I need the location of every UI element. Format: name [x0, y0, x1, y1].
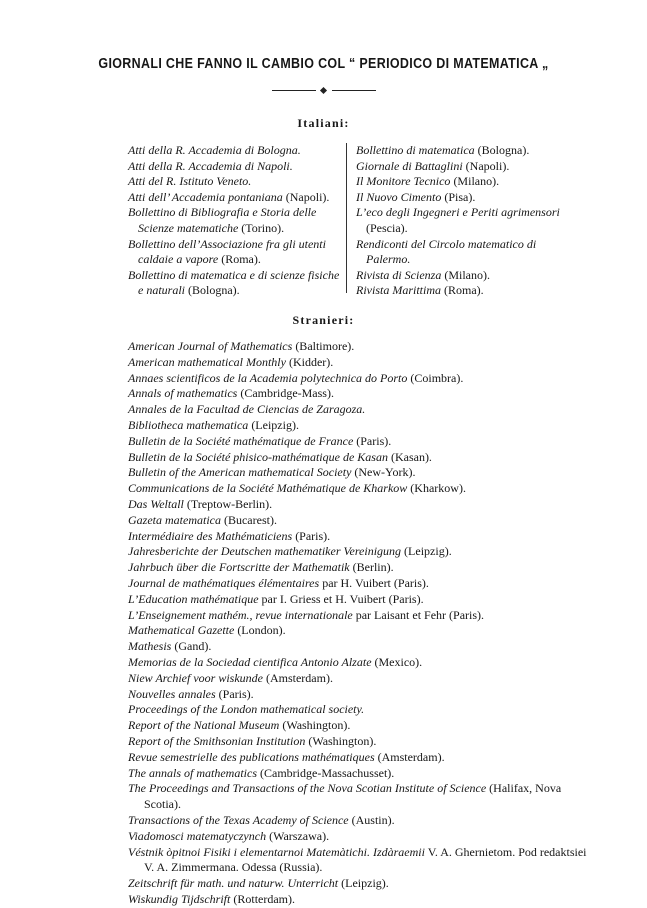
journal-title: Communications de la Société Mathématique de Kharkow — [128, 481, 408, 496]
stranieri-entry — [128, 497, 588, 513]
journal-place: (Napoli). — [285, 189, 330, 204]
journal-place: (Leipzig). — [404, 544, 452, 559]
stranieri-entry — [128, 418, 588, 434]
stranieri-list — [128, 339, 588, 908]
journal-place: (Milano). — [453, 174, 500, 189]
journal-place: (Amsterdam). — [377, 749, 445, 764]
stranieri-entry — [128, 529, 588, 545]
journal-place: (Roma). — [221, 252, 261, 267]
stranieri-entry — [128, 355, 588, 371]
journal-place: (London). — [237, 623, 286, 638]
journal-place: (Bucarest). — [223, 512, 277, 527]
journal-place: par Laisant et Fehr (Paris). — [355, 607, 485, 622]
journal-place: (Leipzig). — [341, 876, 389, 891]
italiani-left-entry — [128, 159, 340, 175]
journal-title: Il Nuovo Cimento — [356, 189, 442, 204]
stranieri-entry — [128, 671, 588, 687]
journal-place: (Cambridge-Mass). — [240, 386, 334, 401]
italiani-right-entry — [356, 143, 578, 159]
journal-place: (Warszawa). — [269, 828, 330, 843]
journal-place: (Paris). — [295, 528, 331, 543]
stranieri-entry — [128, 371, 588, 387]
stranieri-entry — [128, 639, 588, 655]
italiani-right-entry — [356, 159, 578, 175]
italiani-right-entry — [356, 283, 578, 299]
journal-title: L’eco degli Ingegneri e Periti agrimensori — [356, 205, 560, 220]
journal-title: Giornale di Battaglini — [356, 158, 463, 173]
journal-place: (Torino). — [241, 220, 285, 235]
journal-title: The annals of mathematics — [128, 765, 257, 780]
journal-place: (Kharkow). — [410, 481, 466, 496]
journal-title: Atti del R. Istituto Veneto. — [128, 174, 252, 189]
stranieri-entry — [128, 608, 588, 624]
journal-place: (Napoli). — [465, 158, 510, 173]
journal-title: American Journal of Mathematics — [128, 339, 293, 353]
journal-place: (Paris). — [356, 433, 392, 448]
journal-title: L’Education mathématique — [128, 591, 259, 606]
stranieri-entry — [128, 655, 588, 671]
ornament-divider — [272, 88, 376, 94]
stranieri-entry — [128, 750, 588, 766]
journal-title: The Proceedings and Transactions of the Nova Scotian Institute of Science — [128, 781, 487, 796]
journal-title: Bibliotheca mathematica — [128, 417, 249, 432]
journal-title: Bollettino di matematica — [356, 143, 475, 157]
stranieri-entry — [128, 623, 588, 639]
column-divider — [346, 143, 347, 293]
italiani-left-entry — [128, 174, 340, 190]
journal-place: par I. Griess et H. Vuibert (Paris). — [261, 591, 424, 606]
journal-place: (Mexico). — [374, 654, 423, 669]
journal-place: par H. Vuibert (Paris). — [322, 575, 429, 590]
italiani-right-entry — [356, 237, 578, 268]
stranieri-entry — [128, 450, 588, 466]
journal-place: (Halifax, Nova Scotia). — [144, 781, 562, 812]
journal-title: Rendiconti del Circolo matematico di Palermo. — [356, 236, 537, 267]
stranieri-entry — [128, 687, 588, 703]
ornament-line-right — [332, 90, 376, 91]
journal-title: Bollettino dell’Associazione fra gli utenti caldaie a vapore — [128, 236, 326, 267]
journal-place: (Milano). — [444, 267, 490, 282]
journal-title: Bollettino di Bibliografia e Storia delle Scienze matematiche — [128, 205, 317, 235]
journal-place: (Gand). — [174, 639, 212, 654]
journal-title: Annales de la Facultad de Ciencias de Zaragoza. — [128, 402, 366, 417]
journal-place: (Kidder). — [288, 354, 334, 369]
journal-title: Gazeta matematica — [128, 512, 221, 527]
italiani-left-column — [128, 143, 340, 299]
journal-place: (Berlin). — [352, 560, 394, 575]
journal-place: (Bologna). — [477, 143, 530, 157]
stranieri-entry — [128, 481, 588, 497]
stranieri-entry — [128, 718, 588, 734]
journal-place: (Washington). — [282, 718, 351, 733]
journal-title: Jahresberichte der Deutschen mathematiker Vereinigung — [128, 544, 402, 559]
journal-place: (Bologna). — [188, 283, 240, 298]
journal-title: Atti della R. Accademia di Bologna. — [128, 143, 301, 157]
page-title: GIORNALI CHE FANNO IL CAMBIO COL “ PERIODICO DI MATEMATICA „ — [98, 56, 549, 72]
journal-place: V. A. Ghernietom. Pod redaktsiei V. A. Zimmermana. Odessa (Russia). — [144, 844, 587, 875]
journal-title: Atti della R. Accademia di Napoli. — [128, 158, 293, 173]
stranieri-entry — [128, 465, 588, 481]
journal-title: Proceedings of the London mathematical society. — [128, 702, 365, 717]
journal-title: Zeitschrift für math. und naturw. Unterricht — [128, 876, 339, 891]
journal-title: Bollettino di matematica e di scienze fisiche e naturali — [128, 267, 340, 298]
journal-title: Wiskundig Tijdschrift — [128, 891, 231, 906]
ornament-diamond-icon — [320, 87, 327, 94]
journal-title: Report of the Smithsonian Institution — [128, 733, 306, 748]
stranieri-entry — [128, 845, 588, 877]
italiani-right-entry — [356, 268, 578, 284]
journal-title: Memorias de la Sociedad cientifica Antonio Alzate — [128, 654, 372, 669]
journal-place: (Pisa). — [444, 189, 476, 204]
stranieri-entry — [128, 402, 588, 418]
journal-place: (Kasan). — [390, 449, 432, 464]
italiani-left-entry — [128, 190, 340, 206]
journal-title: Jahrbuch über die Fortscritte der Mathematik — [128, 560, 350, 575]
stranieri-entry — [128, 339, 588, 355]
journal-title: Bulletin de la Société phisico-mathématique de Kasan — [128, 449, 388, 464]
journal-title: Rivista Marittima — [356, 283, 441, 298]
stranieri-entry — [128, 576, 588, 592]
ornament-line-left — [272, 90, 316, 91]
journal-title: Bulletin de la Société mathématique de France — [128, 433, 354, 448]
stranieri-entry — [128, 592, 588, 608]
journal-title: L’Enseignement mathém., revue internationale — [128, 607, 353, 622]
journal-place: (Rotterdam). — [233, 891, 296, 906]
stranieri-entry — [128, 386, 588, 402]
journal-place: (Austin). — [351, 812, 395, 827]
italiani-right-entry — [356, 205, 578, 236]
journal-title: Annals of mathematics — [128, 386, 238, 401]
journal-title: Mathematical Gazette — [128, 623, 235, 638]
journal-place: (Pescia). — [366, 220, 408, 235]
journal-title: Intermédiaire des Mathématiciens — [128, 528, 293, 543]
journal-title: Il Monitore Tecnico — [356, 174, 451, 189]
italiani-left-entry — [128, 205, 340, 236]
journal-place: (Coimbra). — [410, 370, 464, 385]
journal-title: Das Weltall — [128, 496, 184, 511]
stranieri-entry — [128, 766, 588, 782]
italiani-left-entry — [128, 268, 340, 299]
stranieri-entry — [128, 702, 588, 718]
stranieri-entry — [128, 544, 588, 560]
italiani-right-column — [356, 143, 578, 299]
heading-italiani: Italiani: — [297, 116, 350, 130]
journal-place: (Cambridge-Massachusset). — [260, 765, 395, 780]
stranieri-entry — [128, 560, 588, 576]
journal-title: Report of the National Museum — [128, 718, 280, 733]
journal-title: Mathesis — [128, 639, 172, 654]
italiani-right-entry — [356, 174, 578, 190]
journal-title: Annaes scientificos de la Academia polytechnica do Porto — [128, 370, 408, 385]
journal-title: Viadomosci matematyczynch — [128, 828, 267, 843]
italiani-left-entry — [128, 143, 340, 159]
journal-title: American mathematical Monthly — [128, 354, 286, 369]
journal-title: Atti dell’ Accademia pontaniana — [128, 189, 283, 204]
journal-place: (Amsterdam). — [265, 670, 333, 685]
journal-title: Rivista di Scienza — [356, 267, 442, 282]
journal-place: (Roma). — [444, 283, 484, 298]
journal-place: (Paris). — [218, 686, 254, 701]
journal-place: (Baltimore). — [295, 339, 355, 353]
journal-place: (New-York). — [354, 465, 416, 480]
journal-place: (Treptow-Berlin). — [186, 496, 273, 511]
stranieri-entry — [128, 876, 588, 892]
italiani-right-entry — [356, 190, 578, 206]
stranieri-entry — [128, 813, 588, 829]
journal-title: Revue semestrielle des publications mathématiques — [128, 749, 375, 764]
journal-title: Journal de mathématiques élémentaires — [128, 575, 320, 590]
journal-title: Bulletin of the American mathematical Society — [128, 465, 352, 480]
journal-title: Niew Archief voor wiskunde — [128, 670, 263, 685]
journal-title: Véstnik òpitnoi Fisiki i elementarnoi Matemàtichi. Izdàraemii — [128, 844, 425, 859]
stranieri-entry — [128, 513, 588, 529]
stranieri-entry — [128, 829, 588, 845]
italiani-left-entry — [128, 237, 340, 268]
journal-place: (Washington). — [308, 733, 377, 748]
stranieri-entry — [128, 781, 588, 813]
heading-stranieri: Stranieri: — [292, 313, 355, 327]
journal-title: Nouvelles annales — [128, 686, 216, 701]
journal-place: (Leipzig). — [251, 417, 299, 432]
stranieri-entry — [128, 434, 588, 450]
stranieri-entry — [128, 734, 588, 750]
journal-title: Transactions of the Texas Academy of Science — [128, 812, 349, 827]
